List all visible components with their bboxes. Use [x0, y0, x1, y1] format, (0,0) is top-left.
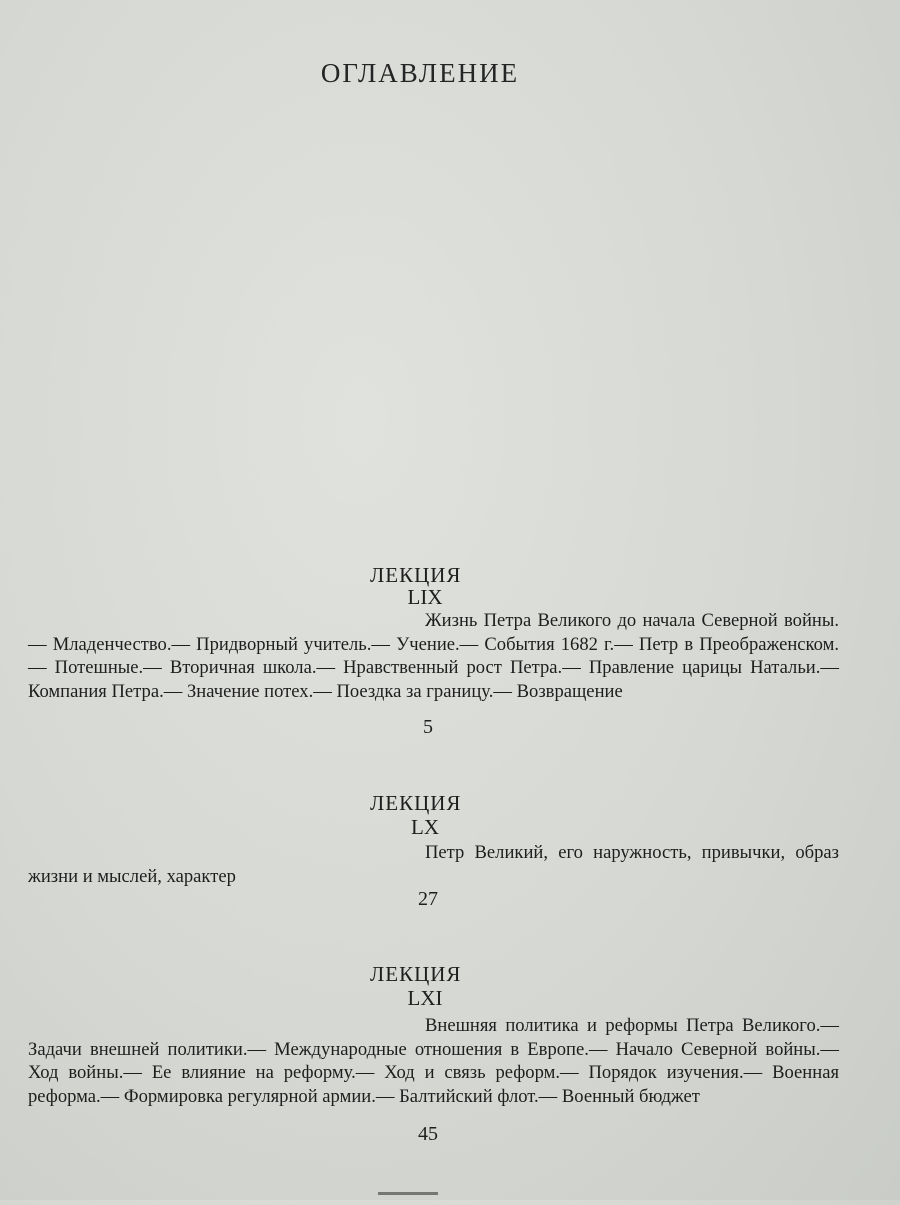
- lecture-summary: Внешняя политика и реформы Петра Великого.— Задачи внешней политики.— Международные отношения в Европе.— Начало Северной войны.— Ход войны.— Ее влияние на реформу.— Ход и связь реформ.— Порядок изучения.— Военная реформа.— Формировка регулярной армии.— Балтийский флот.— Военный бюджет: [28, 1015, 839, 1107]
- lecture-summary: Петр Великий, его наружность, привычки, образ жизни и мыслей, характер: [28, 842, 839, 887]
- page-number: 45: [418, 1123, 438, 1145]
- lecture-number: LX: [411, 815, 439, 839]
- lecture-number: LXI: [407, 986, 443, 1010]
- page-title: ОГЛАВЛЕНИЕ: [320, 58, 520, 88]
- lecture-heading: ЛЕКЦИЯ: [370, 962, 462, 986]
- next-entry-fragment: [378, 1192, 438, 1205]
- lecture-heading: ЛЕКЦИЯ: [370, 791, 462, 815]
- lecture-heading: ЛЕКЦИЯ: [370, 563, 462, 587]
- page-number: 5: [423, 716, 433, 738]
- lecture-summary: Жизнь Петра Великого до начала Северной войны.— Младенчество.— Придворный учитель.— Учение.— События 1682 г.— Петр в Преображенском.— Потешные.— Вторичная школа.— Нравственный рост Петра.— Правление царицы Натальи.— Компания Петра.— Значение потех.— Поездка за границу.— Возвращение: [28, 610, 839, 702]
- lecture-number: LIX: [407, 585, 443, 609]
- page-number: 27: [418, 888, 438, 910]
